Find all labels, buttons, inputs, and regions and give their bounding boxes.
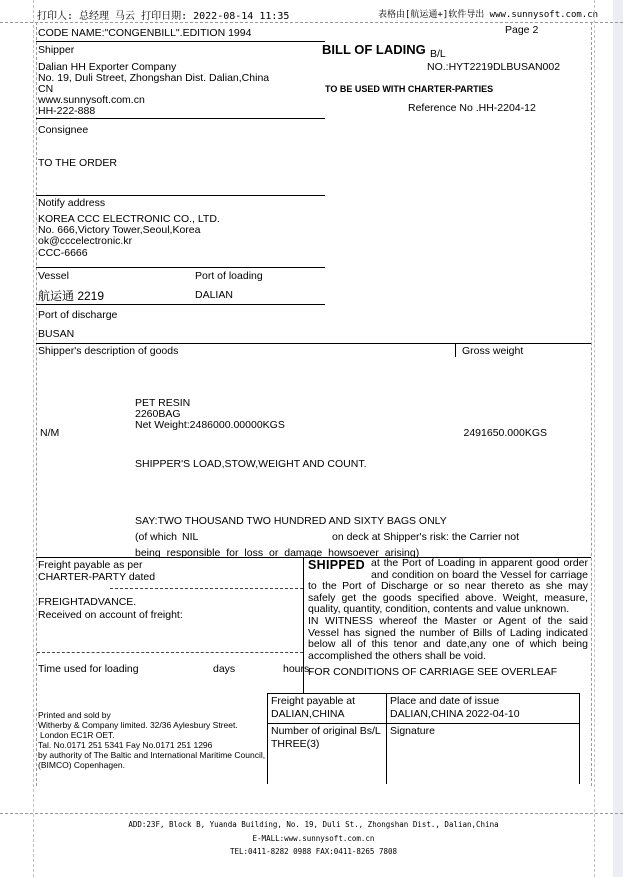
shipper-label: Shipper (38, 44, 75, 56)
window-edge-strip (613, 0, 623, 877)
notify-line: KOREA CCC ELECTRONIC CO., LTD. (38, 213, 220, 225)
imprint-line: Tal. No.0171 251 5341 Fay No.0171 251 1296 (38, 740, 213, 750)
shipped-paragraph-2-text: IN WITNESS whereof the Master or Agent of the said Vessel has signed the number of Bills of Lading indicated below all of this tenor and date,any one of which being accomplished the others shall be void. (308, 614, 588, 662)
footer-address: ADD:23F, Block B, Yuanda Building, No. 19, Duli St., Zhongshan Dist., Dalian,China (128, 820, 499, 829)
shipper-line: www.sunnysoft.com.cn (38, 94, 145, 106)
time-used-hours-label: hours. (283, 663, 313, 675)
consignee-label: Consignee (38, 124, 89, 136)
export-software-note: 表格由[航运通+]软件导出 www.sunnysoft.com.cn (378, 10, 599, 20)
shipped-clause (308, 558, 588, 662)
reference-number: Reference No .HH-2204-12 (408, 102, 536, 114)
notify-line: ok@cccelectronic.kr (38, 235, 133, 247)
freight-advance-label: FREIGHTADVANCE. (38, 596, 137, 608)
divider-goods-top (36, 343, 591, 344)
bl-label: B/L (430, 48, 446, 60)
issue-table-row-border (267, 723, 580, 724)
issue-table-column-border (386, 693, 387, 784)
shipped-word: SHIPPED (308, 558, 365, 572)
divider-under-consignee (36, 195, 325, 196)
time-used-label: Time used for loading (38, 663, 139, 675)
received-on-account-label: Received on account of freight: (38, 609, 183, 621)
gross-weight-value: 2491650.000KGS (463, 427, 547, 439)
freight-payable-at-label: Freight payable at (271, 695, 356, 707)
document-title: BILL OF LADING (322, 42, 426, 57)
signature-label: Signature (390, 725, 435, 737)
consignee-value: TO THE ORDER (38, 157, 117, 169)
place-date-issue-value: DALIAN,CHINA 2022-04-10 (390, 708, 520, 720)
marks-value: N/M (40, 427, 60, 439)
of-which-text: (of which (135, 531, 178, 543)
gross-weight-label: Gross weight (462, 345, 524, 357)
divider-under-code-name (36, 41, 325, 42)
footer-tel-fax: TEL:0411-8282 0988 FAX:0411-8265 7808 (229, 847, 398, 856)
shipper-line: Dalian HH Exporter Company (38, 61, 177, 73)
issue-table-top-border (267, 693, 580, 694)
on-deck-quantity: NIL (182, 531, 199, 543)
divider-under-notify (36, 267, 325, 268)
shippers-load-note: SHIPPER'S LOAD,STOW,WEIGHT AND COUNT. (135, 458, 367, 470)
notify-line: No. 666,Victory Tower,Seoul,Korea (38, 224, 201, 236)
page-margin-right (594, 0, 595, 877)
notify-line: CCC-6666 (38, 247, 88, 259)
shipped-paragraph-2 (308, 616, 588, 662)
page-break-line-bottom (0, 813, 623, 814)
issue-table-right-border (579, 693, 580, 784)
port-of-discharge-value: BUSAN (38, 328, 75, 340)
vessel-label: Vessel (38, 270, 69, 282)
imprint-line: by authority of The Baltic and International Maritime Council, (38, 750, 266, 760)
issue-table-left-border (267, 693, 268, 784)
port-of-loading-label: Port of loading (195, 270, 263, 282)
freight-dashed-rule-2 (37, 652, 303, 653)
divider-under-shipper (36, 118, 325, 119)
arising-text: being responsible for loss or damage howsoever arising) (135, 547, 420, 559)
imprint-line: London EC1R OET. (40, 730, 115, 740)
shipper-line: No. 19, Duli Street, Zhongshan Dist. Dalian,China (38, 72, 270, 84)
port-of-discharge-label: Port of discharge (38, 309, 118, 321)
shipper-line: CN (38, 83, 54, 95)
footer-email: E-MALL:www.sunnysoft.com.cn (252, 834, 375, 843)
conditions-overleaf-note: FOR CONDITIONS OF CARRIAGE SEE OVERLEAF (308, 666, 558, 678)
charter-parties-note: TO BE USED WITH CHARTER-PARTIES (325, 84, 494, 94)
goods-line: Net Weight:2486000.00000KGS (135, 419, 285, 431)
number-of-bsl-label: Number of original Bs/L (271, 725, 381, 737)
goods-column-divider (455, 343, 456, 357)
notify-label: Notify address (38, 197, 106, 209)
imprint-line: Witherby & Company limited. 32/36 Aylesbury Street. (38, 720, 238, 730)
freight-payable-at-value: DALIAN,CHINA (271, 708, 345, 720)
place-date-issue-label: Place and date of issue (390, 695, 500, 707)
page-break-line-top (0, 22, 623, 23)
freight-payable-line1: Freight payable as per (38, 559, 143, 571)
imprint-line: (BIMCO) Copenhagen. (38, 760, 125, 770)
on-deck-text: on deck at Shipper's risk: the Carrier not (332, 531, 520, 543)
goods-description-label: Shipper's description of goods (38, 345, 179, 357)
shipper-line: HH-222-888 (38, 105, 96, 117)
shipped-paragraph-1-text: at the Port of Loading in apparent good order and condition on board the Vessel for carriage to the Port of Discharge or so near thereto as she may safely get the goods specified above. Weight, measure, quality, quantity, condition, contents and value unknown. (308, 557, 588, 616)
freight-payable-line2: CHARTER-PARTY dated (38, 571, 156, 583)
say-in-words: SAY:TWO THOUSAND TWO HUNDRED AND SIXTY BAGS ONLY (135, 515, 447, 527)
vessel-value: 航运通 2219 (38, 289, 105, 303)
freight-dashed-rule-1 (110, 588, 303, 589)
goods-line: PET RESIN (135, 397, 191, 409)
print-operator-info: 打印人: 总经理 马云 打印日期: 2022-08-14 11:35 (37, 11, 290, 22)
bill-border-left (36, 22, 37, 786)
page-margin-left (33, 0, 34, 877)
divider-under-vessel (36, 304, 325, 305)
code-name: CODE NAME:"CONGENBILL".EDITION 1994 (38, 27, 252, 39)
imprint-line: Printed and sold by (38, 710, 111, 720)
time-used-days-label: days (213, 663, 236, 675)
page-number: Page 2 (505, 24, 539, 36)
bill-border-right (591, 22, 592, 786)
bl-number: NO.:HYT2219DLBUSAN002 (427, 61, 561, 73)
goods-line: 2260BAG (135, 408, 181, 420)
number-of-bsl-value: THREE(3) (271, 738, 320, 750)
port-of-loading-value: DALIAN (195, 289, 233, 301)
shipped-paragraph-1 (308, 558, 588, 616)
